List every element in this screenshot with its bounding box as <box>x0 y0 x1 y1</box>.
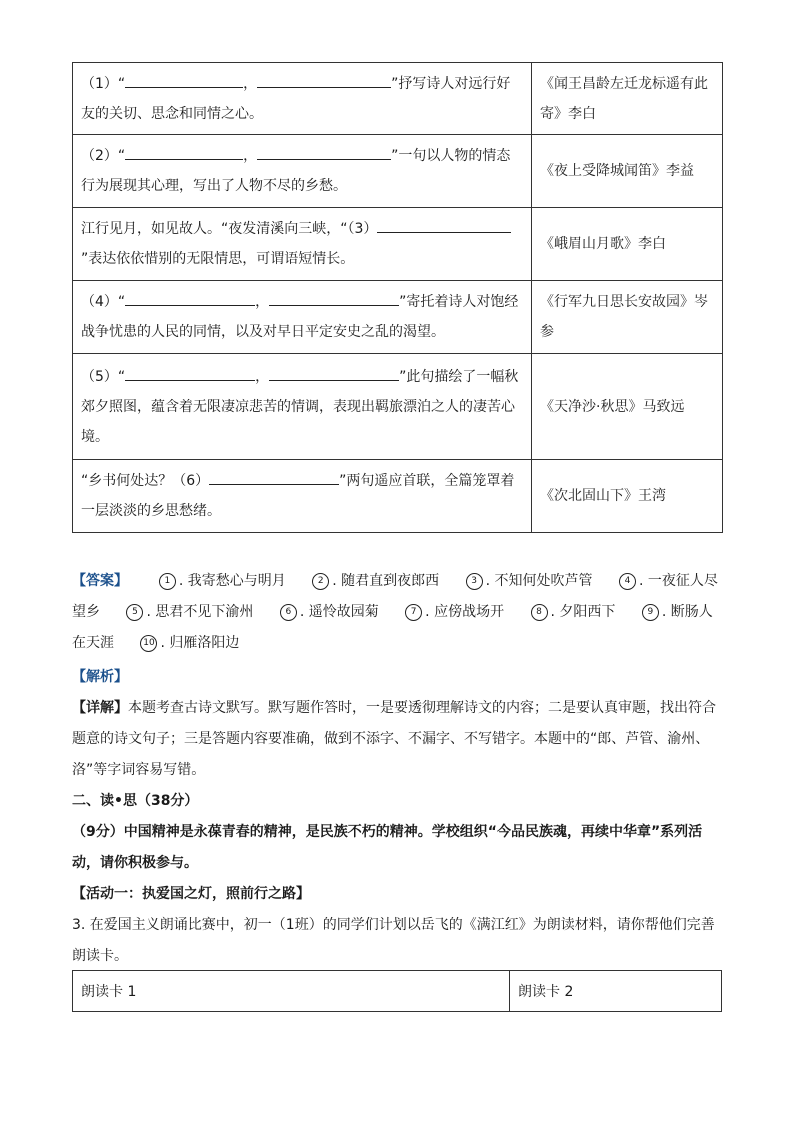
reading-card-table <box>72 970 722 1012</box>
answer-blank[interactable] <box>257 71 391 88</box>
poem-dictation-table <box>72 62 723 533</box>
table-row <box>73 354 723 460</box>
source-cell: 《夜上受降城闻笛》李益 <box>532 135 723 208</box>
answer-blank[interactable] <box>269 364 399 381</box>
analysis-section <box>72 662 724 972</box>
table-row <box>73 281 723 354</box>
answer-item: 1 . 我寄愁心与明月 <box>159 573 286 589</box>
table-row <box>73 208 723 281</box>
answer-blank[interactable] <box>125 364 255 381</box>
detail-text: 本题考查古诗文默写。默写题作答时，一是要透彻理解诗文的内容；二是要认真审题，找出符合题意的诗文句子；三是答题内容要准确，做到不添字、不漏字、不写错字。本题中的“郎、芦管、渝州、洛”等字词容易写错。 <box>72 700 716 778</box>
answer-item: 3 . 不知何处吹芦管 <box>466 573 593 589</box>
detail-label: 【详解】 <box>72 700 128 716</box>
question-cell: （4）“ ， ”寄托着诗人对饱经战争忧患的人民的同情，以及对早日平定安史之乱的渴望。 <box>73 281 532 354</box>
answer-item: 6 . 遥怜故园菊 <box>280 604 379 620</box>
answer-item: 7 . 应傍战场开 <box>405 604 504 620</box>
section-title: 二、读•思（38分） <box>72 793 199 809</box>
answer-section <box>72 566 724 659</box>
source-cell: 《峨眉山月歌》李白 <box>532 208 723 281</box>
answer-item: 10 . 归雁洛阳边 <box>140 635 239 651</box>
table-row <box>73 971 722 1012</box>
answer-blank[interactable] <box>377 216 511 233</box>
question-cell: “乡书何处达？（6） ”两句遥应首联，全篇笼罩着一层淡淡的乡思愁绪。 <box>73 460 532 533</box>
answer-number: 5 <box>126 604 143 621</box>
answer-item: 9 . 断肠人在天涯 <box>72 604 713 651</box>
answer-number: 7 <box>405 604 422 621</box>
answer-number: 3 <box>466 573 483 590</box>
reading-card-1: 朗读卡 1 <box>73 971 510 1012</box>
reading-card-2: 朗读卡 2 <box>510 971 722 1012</box>
answer-blank[interactable] <box>257 143 391 160</box>
table-row <box>73 460 723 533</box>
answer-number: 2 <box>312 573 329 590</box>
activity-title: 【活动一：执爱国之灯，照前行之路】 <box>72 886 310 902</box>
question-cell: （5）“ ， ”此句描绘了一幅秋郊夕照图，蕴含着无限凄凉悲苦的情调，表现出羁旅漂泊之人的凄苦心境。 <box>73 354 532 460</box>
question-cell: （2）“ ， ”一句以人物的情态行为展现其心理，写出了人物不尽的乡愁。 <box>73 135 532 208</box>
answer-number: 9 <box>642 604 659 621</box>
answer-number: 10 <box>140 635 157 652</box>
answer-item: 2 . 随君直到夜郎西 <box>312 573 439 589</box>
answer-item: 5 . 思君不见下渝州 <box>126 604 253 620</box>
answer-number: 4 <box>619 573 636 590</box>
question-3: 3. 在爱国主义朗诵比赛中，初一（1班）的同学们计划以岳飞的《满江红》为朗读材料，请你帮他们完善朗读卡。 <box>72 917 715 964</box>
answer-blank[interactable] <box>269 289 399 306</box>
answer-number: 6 <box>280 604 297 621</box>
question-cell: （1）“ ， ”抒写诗人对远行好友的关切、思念和同情之心。 <box>73 63 532 135</box>
answer-label: 【答案】 <box>72 573 128 589</box>
section-intro: （9分）中国精神是永葆青春的精神，是民族不朽的精神。学校组织“今品民族魂，再续中华章”系列活动，请你积极参与。 <box>72 824 703 871</box>
answer-blank[interactable] <box>125 71 243 88</box>
source-cell: 《天净沙·秋思》马致远 <box>532 354 723 460</box>
answer-blank[interactable] <box>125 143 243 160</box>
answer-item: 8 . 夕阳西下 <box>531 604 616 620</box>
question-cell: 江行见月，如见故人。“夜发清溪向三峡，“（3）”表达依依惜别的无限情思，可谓语短情长。 <box>73 208 532 281</box>
source-cell: 《行军九日思长安故园》岑参 <box>532 281 723 354</box>
source-cell: 《次北固山下》王湾 <box>532 460 723 533</box>
answer-number: 8 <box>531 604 548 621</box>
table-row <box>73 63 723 135</box>
answer-blank[interactable] <box>209 468 339 485</box>
analysis-label: 【解析】 <box>72 669 128 685</box>
answer-item: 4 . 一夜征人尽望乡 <box>72 573 718 620</box>
answer-number: 1 <box>159 573 176 590</box>
answer-blank[interactable] <box>125 289 255 306</box>
source-cell: 《闻王昌龄左迁龙标遥有此寄》李白 <box>532 63 723 135</box>
table-row <box>73 135 723 208</box>
